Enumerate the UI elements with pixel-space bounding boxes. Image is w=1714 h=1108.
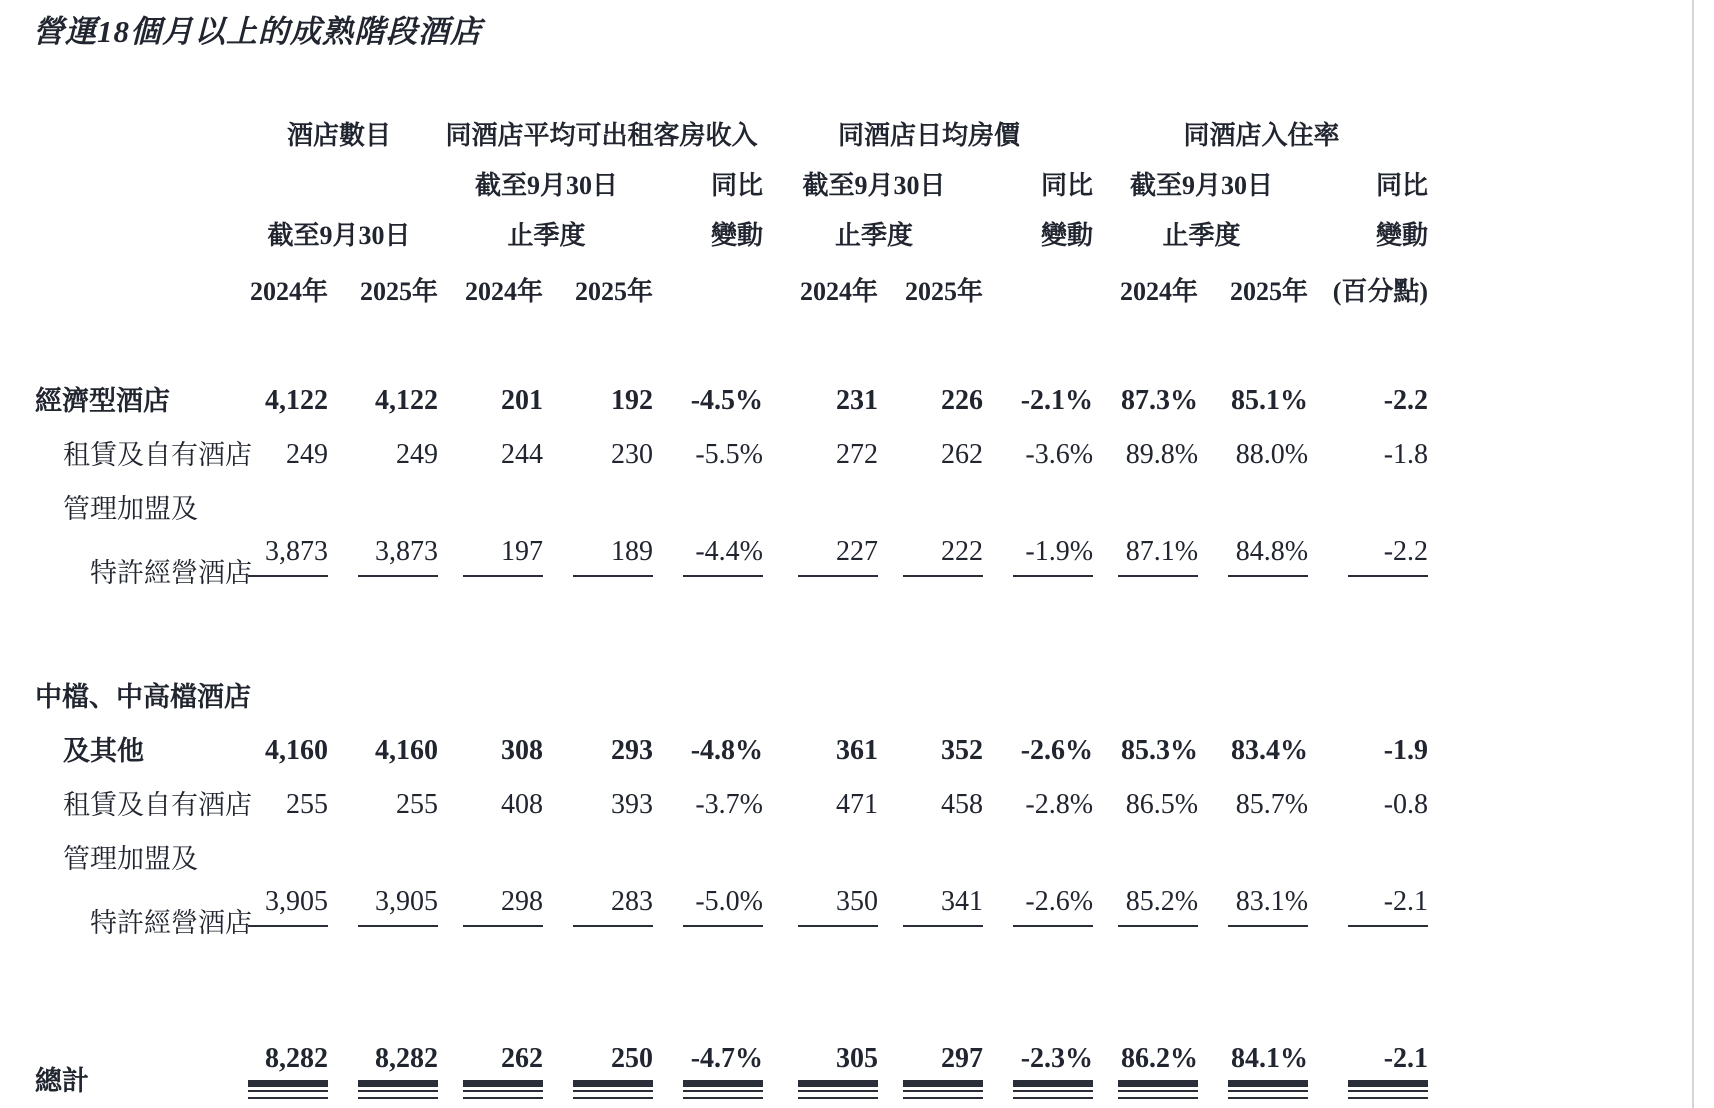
gap-cell bbox=[35, 591, 1430, 661]
row-label: 經濟型酒店 bbox=[35, 386, 170, 416]
cell-hotels_2024 bbox=[240, 877, 330, 941]
header-empty bbox=[655, 251, 765, 313]
cell-value: 352 bbox=[941, 735, 984, 766]
cell-hotels_2024 bbox=[240, 473, 330, 527]
cell-value: 85.7% bbox=[1235, 789, 1309, 820]
cell-value: 244 bbox=[501, 439, 544, 470]
head-gap bbox=[35, 313, 1430, 365]
table-row bbox=[35, 661, 1430, 715]
cell-revpar_2025 bbox=[545, 419, 655, 473]
cell-value: 3,873 bbox=[248, 538, 328, 577]
cell-occ_2024 bbox=[1095, 365, 1200, 419]
cell-revpar_yoy bbox=[655, 419, 765, 473]
cell-value: -2.6% bbox=[1020, 735, 1094, 766]
cell-value: 83.4% bbox=[1231, 735, 1309, 766]
cell-revpar_2025 bbox=[545, 877, 655, 941]
cell-occ_yoy_pp bbox=[1310, 527, 1430, 591]
cell-revpar_yoy bbox=[655, 365, 765, 419]
header-group-revpar: 同酒店平均可出租客房收入 bbox=[445, 120, 758, 150]
cell-adr_2025 bbox=[880, 715, 985, 769]
header-year-2024: 2024年 bbox=[1120, 276, 1199, 306]
cell-value: -5.0% bbox=[683, 888, 763, 927]
cell-occ_2025 bbox=[1200, 473, 1310, 527]
section-gap bbox=[35, 591, 1430, 661]
cell-revpar_2025 bbox=[545, 715, 655, 769]
cell-revpar_2024 bbox=[440, 419, 545, 473]
cell-value: 85.1% bbox=[1231, 385, 1309, 416]
table-row bbox=[35, 365, 1430, 419]
cell-hotels_2025 bbox=[330, 527, 440, 591]
cell-value: 3,873 bbox=[358, 538, 438, 577]
cell-adr_yoy bbox=[985, 527, 1095, 591]
cell-revpar_2024 bbox=[440, 527, 545, 591]
cell-occ_yoy_pp bbox=[1310, 365, 1430, 419]
header-yoy-revpar: 同比 bbox=[711, 170, 764, 200]
cell-occ_2025 bbox=[1200, 661, 1310, 715]
cell-adr_2024 bbox=[765, 715, 880, 769]
cell-value: 8,282 bbox=[358, 1045, 438, 1073]
header-year-2024: 2024年 bbox=[800, 276, 879, 306]
cell-adr_2024 bbox=[765, 769, 880, 823]
header-asof-adr: 截至9月30日 bbox=[802, 170, 946, 200]
header-quarter-revpar: 止季度 bbox=[507, 220, 586, 250]
cell-value: -2.8% bbox=[1025, 789, 1094, 820]
cell-revpar_yoy bbox=[655, 823, 765, 877]
header-asof-row bbox=[35, 151, 1430, 201]
cell-value: 89.8% bbox=[1125, 439, 1199, 470]
cell-value: 408 bbox=[501, 789, 544, 820]
cell-value: -0.8 bbox=[1383, 789, 1429, 820]
cell-revpar_yoy bbox=[655, 769, 765, 823]
cell-adr_yoy bbox=[985, 823, 1095, 877]
cell-value: 293 bbox=[611, 735, 654, 766]
row-label: 租賃及自有酒店 bbox=[63, 440, 252, 470]
row-label: 特許經營酒店 bbox=[90, 908, 252, 938]
header-yoy-occ: 同比 bbox=[1376, 170, 1429, 200]
row-label: 特許經營酒店 bbox=[90, 558, 252, 588]
page-edge-line bbox=[1692, 0, 1694, 1108]
table-row bbox=[35, 769, 1430, 823]
cell-adr_2024 bbox=[765, 877, 880, 941]
cell-adr_yoy bbox=[985, 877, 1095, 941]
cell-adr_2025 bbox=[880, 877, 985, 941]
cell-value: 192 bbox=[611, 385, 654, 416]
cell-revpar_2025 bbox=[545, 527, 655, 591]
cell-value: 350 bbox=[798, 888, 878, 927]
row-label: 及其他 bbox=[63, 736, 144, 766]
cell-hotels_2025 bbox=[330, 769, 440, 823]
cell-occ_2024 bbox=[1095, 473, 1200, 527]
cell-value: -4.4% bbox=[683, 538, 763, 577]
cell-value: 471 bbox=[836, 789, 879, 820]
header-year-row bbox=[35, 251, 1430, 313]
row-label: 管理加盟及 bbox=[63, 494, 198, 524]
cell-hotels_2025 bbox=[330, 661, 440, 715]
table-row bbox=[35, 527, 1430, 591]
cell-adr_yoy bbox=[985, 715, 1095, 769]
gap-cell bbox=[35, 941, 1430, 1011]
cell-value: 249 bbox=[396, 439, 439, 470]
mature-hotels-table bbox=[35, 101, 1430, 1099]
cell-hotels_2024 bbox=[240, 715, 330, 769]
cell-value: -2.3% bbox=[1013, 1045, 1093, 1073]
cell-revpar_2024 bbox=[440, 877, 545, 941]
cell-occ_2024 bbox=[1095, 769, 1200, 823]
cell-value: 231 bbox=[836, 385, 879, 416]
header-empty bbox=[35, 101, 240, 151]
header-year-2024: 2024年 bbox=[465, 276, 544, 306]
cell-value: -2.1 bbox=[1348, 888, 1428, 927]
cell-revpar_yoy bbox=[655, 1011, 765, 1099]
cell-value: 458 bbox=[941, 789, 984, 820]
table-row bbox=[35, 715, 1430, 769]
table-header bbox=[35, 101, 1430, 313]
cell-value: 298 bbox=[463, 888, 543, 927]
cell-value: 189 bbox=[573, 538, 653, 577]
cell-value: 88.0% bbox=[1235, 439, 1309, 470]
cell-adr_2025 bbox=[880, 1011, 985, 1099]
cell-adr_yoy bbox=[985, 473, 1095, 527]
row-label: 管理加盟及 bbox=[63, 844, 198, 874]
cell-hotels_2025 bbox=[330, 365, 440, 419]
cell-occ_2024 bbox=[1095, 661, 1200, 715]
cell-occ_2024 bbox=[1095, 1011, 1200, 1099]
cell-hotels_2025 bbox=[330, 1011, 440, 1099]
cell-value: 197 bbox=[463, 538, 543, 577]
header-quarter-occ: 止季度 bbox=[1162, 220, 1241, 250]
cell-hotels_2025 bbox=[330, 823, 440, 877]
cell-occ_2025 bbox=[1200, 419, 1310, 473]
cell-revpar_2024 bbox=[440, 1011, 545, 1099]
cell-adr_yoy bbox=[985, 661, 1095, 715]
header-group-adr: 同酒店日均房價 bbox=[838, 120, 1021, 150]
header-change-revpar: 變動 bbox=[711, 220, 764, 250]
cell-value: 262 bbox=[463, 1045, 543, 1073]
cell-value: 250 bbox=[573, 1045, 653, 1073]
cell-occ_2025 bbox=[1200, 1011, 1310, 1099]
cell-value: -2.2 bbox=[1383, 385, 1429, 416]
cell-value: -3.7% bbox=[695, 789, 764, 820]
cell-hotels_2025 bbox=[330, 877, 440, 941]
cell-revpar_2024 bbox=[440, 769, 545, 823]
cell-adr_2024 bbox=[765, 823, 880, 877]
cell-revpar_2024 bbox=[440, 661, 545, 715]
cell-revpar_2024 bbox=[440, 473, 545, 527]
row-label: 中檔、中高檔酒店 bbox=[35, 682, 251, 712]
header-year-2025: 2025年 bbox=[360, 276, 439, 306]
cell-value: 84.8% bbox=[1228, 538, 1308, 577]
cell-adr_2024 bbox=[765, 365, 880, 419]
cell-adr_2024 bbox=[765, 527, 880, 591]
cell-value: 84.1% bbox=[1228, 1045, 1308, 1073]
cell-value: 249 bbox=[286, 439, 328, 470]
cell-adr_yoy bbox=[985, 1011, 1095, 1099]
cell-revpar_2025 bbox=[545, 365, 655, 419]
cell-adr_2025 bbox=[880, 473, 985, 527]
cell-value: 222 bbox=[903, 538, 983, 577]
cell-value: 201 bbox=[501, 385, 544, 416]
cell-occ_yoy_pp bbox=[1310, 823, 1430, 877]
cell-adr_yoy bbox=[985, 365, 1095, 419]
cell-adr_2025 bbox=[880, 419, 985, 473]
cell-occ_yoy_pp bbox=[1310, 661, 1430, 715]
cell-hotels_2024 bbox=[240, 419, 330, 473]
cell-value: 3,905 bbox=[358, 888, 438, 927]
header-group-row bbox=[35, 101, 1430, 151]
header-empty bbox=[35, 201, 240, 251]
table-row bbox=[35, 473, 1430, 527]
cell-revpar_2024 bbox=[440, 823, 545, 877]
cell-value: 86.2% bbox=[1118, 1045, 1198, 1073]
cell-value: 393 bbox=[611, 789, 654, 820]
cell-revpar_yoy bbox=[655, 715, 765, 769]
cell-value: -2.1% bbox=[1020, 385, 1094, 416]
cell-adr_2024 bbox=[765, 419, 880, 473]
cell-value: -1.9 bbox=[1383, 735, 1429, 766]
cell-hotels_2024 bbox=[240, 1011, 330, 1099]
cell-hotels_2024 bbox=[240, 365, 330, 419]
cell-hotels_2025 bbox=[330, 715, 440, 769]
cell-occ_yoy_pp bbox=[1310, 419, 1430, 473]
cell-adr_2025 bbox=[880, 365, 985, 419]
cell-value: 341 bbox=[903, 888, 983, 927]
cell-occ_2025 bbox=[1200, 769, 1310, 823]
section-gap bbox=[35, 941, 1430, 1011]
cell-revpar_2025 bbox=[545, 473, 655, 527]
cell-value: 305 bbox=[798, 1045, 878, 1073]
cell-adr_2024 bbox=[765, 1011, 880, 1099]
table-row bbox=[35, 823, 1430, 877]
header-yoy-adr: 同比 bbox=[1041, 170, 1094, 200]
cell-revpar_2025 bbox=[545, 823, 655, 877]
cell-occ_yoy_pp bbox=[1310, 473, 1430, 527]
cell-occ_2025 bbox=[1200, 877, 1310, 941]
cell-hotels_2025 bbox=[330, 419, 440, 473]
cell-value: 4,122 bbox=[375, 385, 439, 416]
cell-value: -2.6% bbox=[1013, 888, 1093, 927]
cell-revpar_2024 bbox=[440, 715, 545, 769]
cell-value: 226 bbox=[941, 385, 984, 416]
cell-revpar_yoy bbox=[655, 473, 765, 527]
cell-revpar_2025 bbox=[545, 1011, 655, 1099]
cell-value: 87.3% bbox=[1121, 385, 1199, 416]
cell-value: 85.3% bbox=[1121, 735, 1199, 766]
cell-occ_2024 bbox=[1095, 419, 1200, 473]
header-percentage-points: (百分點) bbox=[1332, 276, 1429, 306]
cell-value: 230 bbox=[611, 439, 654, 470]
cell-value: 227 bbox=[798, 538, 878, 577]
cell-value: -2.2 bbox=[1348, 538, 1428, 577]
cell-value: 4,122 bbox=[265, 385, 328, 416]
cell-value: 85.2% bbox=[1118, 888, 1198, 927]
cell-value: 297 bbox=[903, 1045, 983, 1073]
table-row bbox=[35, 877, 1430, 941]
cell-hotels_2024 bbox=[240, 661, 330, 715]
cell-value: 361 bbox=[836, 735, 879, 766]
header-change-occ: 變動 bbox=[1376, 220, 1429, 250]
cell-value: 255 bbox=[396, 789, 439, 820]
cell-value: 83.1% bbox=[1228, 888, 1308, 927]
cell-value: 272 bbox=[836, 439, 879, 470]
cell-revpar_2025 bbox=[545, 661, 655, 715]
cell-adr_2025 bbox=[880, 661, 985, 715]
cell-adr_2025 bbox=[880, 527, 985, 591]
header-empty bbox=[240, 151, 440, 201]
header-year-2025: 2025年 bbox=[905, 276, 984, 306]
cell-value: 262 bbox=[941, 439, 984, 470]
cell-value: 4,160 bbox=[375, 735, 439, 766]
cell-value: 87.1% bbox=[1118, 538, 1198, 577]
cell-revpar_yoy bbox=[655, 661, 765, 715]
header-empty bbox=[35, 251, 240, 313]
cell-value: -2.1 bbox=[1348, 1045, 1428, 1073]
table-row bbox=[35, 419, 1430, 473]
header-asof-hotels: 截至9月30日 bbox=[267, 220, 411, 250]
cell-adr_2025 bbox=[880, 769, 985, 823]
cell-hotels_2025 bbox=[330, 473, 440, 527]
header-quarter-adr: 止季度 bbox=[835, 220, 914, 250]
cell-value: -1.8 bbox=[1383, 439, 1429, 470]
cell-occ_yoy_pp bbox=[1310, 769, 1430, 823]
cell-revpar_2024 bbox=[440, 365, 545, 419]
cell-occ_2024 bbox=[1095, 527, 1200, 591]
cell-value: 4,160 bbox=[265, 735, 328, 766]
header-group-occ: 同酒店入住率 bbox=[1183, 120, 1340, 150]
page-title: 營運18個月以上的成熟階段酒店 bbox=[33, 14, 482, 49]
cell-value: -4.5% bbox=[690, 385, 764, 416]
cell-hotels_2024 bbox=[240, 769, 330, 823]
cell-value: 308 bbox=[501, 735, 544, 766]
header-asof-revpar: 截至9月30日 bbox=[475, 170, 619, 200]
cell-value: -1.9% bbox=[1013, 538, 1093, 577]
cell-adr_2024 bbox=[765, 661, 880, 715]
cell-value: -3.6% bbox=[1025, 439, 1094, 470]
cell-occ_yoy_pp bbox=[1310, 1011, 1430, 1099]
header-asof-occ: 截至9月30日 bbox=[1130, 170, 1274, 200]
header-empty bbox=[985, 251, 1095, 313]
gap-cell bbox=[35, 313, 1430, 365]
header-empty bbox=[35, 151, 240, 201]
header-year-2025: 2025年 bbox=[575, 276, 654, 306]
header-year-2024: 2024年 bbox=[249, 276, 328, 306]
table-body bbox=[35, 313, 1430, 1099]
cell-occ_2025 bbox=[1200, 527, 1310, 591]
cell-occ_2025 bbox=[1200, 365, 1310, 419]
cell-value: -5.5% bbox=[695, 439, 764, 470]
cell-hotels_2024 bbox=[240, 823, 330, 877]
cell-adr_2025 bbox=[880, 823, 985, 877]
cell-occ_yoy_pp bbox=[1310, 877, 1430, 941]
cell-value: 86.5% bbox=[1125, 789, 1199, 820]
cell-occ_2024 bbox=[1095, 877, 1200, 941]
cell-value: 255 bbox=[286, 789, 328, 820]
cell-value: -4.8% bbox=[690, 735, 764, 766]
cell-occ_2025 bbox=[1200, 715, 1310, 769]
cell-occ_2025 bbox=[1200, 823, 1310, 877]
cell-occ_2024 bbox=[1095, 823, 1200, 877]
header-change-adr: 變動 bbox=[1041, 220, 1094, 250]
cell-value: -4.7% bbox=[683, 1045, 763, 1073]
cell-occ_2024 bbox=[1095, 715, 1200, 769]
cell-adr_yoy bbox=[985, 769, 1095, 823]
cell-value: 8,282 bbox=[248, 1045, 328, 1073]
cell-revpar_yoy bbox=[655, 877, 765, 941]
cell-occ_yoy_pp bbox=[1310, 715, 1430, 769]
row-label: 租賃及自有酒店 bbox=[63, 790, 252, 820]
cell-revpar_2025 bbox=[545, 769, 655, 823]
header-year-2025: 2025年 bbox=[1230, 276, 1309, 306]
table-row bbox=[35, 1011, 1430, 1099]
header-quarter-row bbox=[35, 201, 1430, 251]
cell-revpar_yoy bbox=[655, 527, 765, 591]
header-group-hotels: 酒店數目 bbox=[287, 120, 392, 150]
cell-hotels_2024 bbox=[240, 527, 330, 591]
cell-adr_yoy bbox=[985, 419, 1095, 473]
cell-adr_2024 bbox=[765, 473, 880, 527]
cell-value: 283 bbox=[573, 888, 653, 927]
cell-value: 3,905 bbox=[248, 888, 328, 927]
row-label: 總計 bbox=[35, 1066, 89, 1096]
